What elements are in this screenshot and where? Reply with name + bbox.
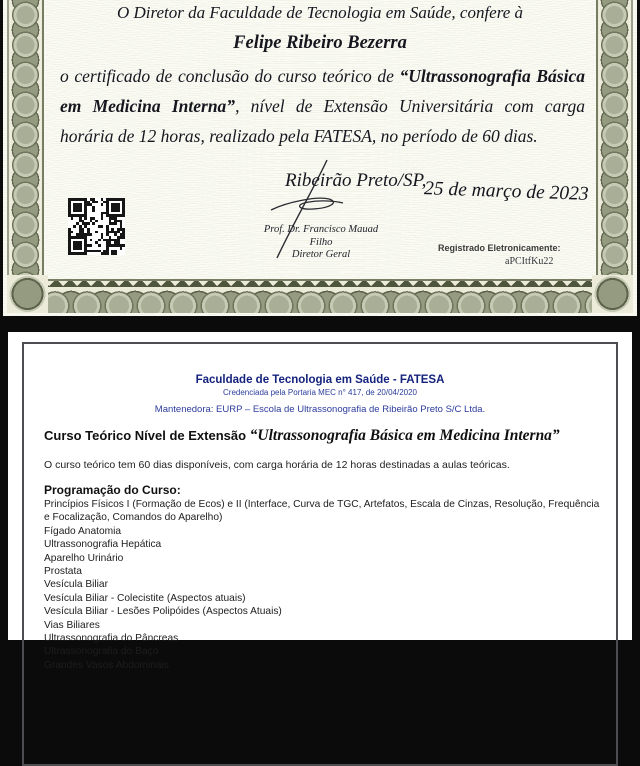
- program-list: [44, 498, 604, 672]
- registration-code: aPCItfKu22: [505, 256, 554, 267]
- program-item: Vias Biliares: [44, 619, 100, 631]
- course-summary: O curso teórico tem 60 dias disponíveis, com carga horária de 12 horas destinadas a aulas teóricas.: [44, 459, 510, 471]
- ornate-border-corner-right: [592, 275, 633, 313]
- certificate-body-post: , nível de Extensão Universitária com carga horária de 12 horas, realizado pela FATESA, no período de 60 dias.: [60, 96, 585, 146]
- signer-title: Diretor Geral: [291, 249, 351, 260]
- program-item: Ultrassonografia do Pâncreas: [44, 633, 179, 645]
- ornate-border-corner-left: [7, 275, 48, 313]
- page2-header: [8, 374, 632, 415]
- signer-block: [253, 224, 389, 262]
- certificate-content: [3, 0, 637, 316]
- program-item: Grandes Vasos Abdominais: [44, 659, 169, 671]
- qr-code-modules: [68, 198, 125, 255]
- certificate-page: [3, 0, 637, 316]
- institution-name: Faculdade de Tecnologia em Saúde - FATESA: [195, 374, 445, 386]
- date-line: 25 de março de 2023: [423, 178, 589, 205]
- course-heading: [44, 427, 604, 445]
- signer-name: Prof. Dr. Francisco Mauad Filho: [263, 224, 379, 248]
- program-item: Princípios Físicos I (Formação de Ecos) e II (Interface, Curva de TGC, Artefatos, Escala de Cinzas, Resolução, Frequência e Focalização, Comandos do Aparelho): [44, 499, 600, 524]
- program-item: Ultrassonografia Hepática: [44, 539, 162, 551]
- program-item: Vesícula Biliar: [44, 579, 108, 591]
- place-line: Ribeirão Preto/SP,: [285, 170, 427, 191]
- maintainer-line: Mantenedora: EURP – Escola de Ultrassonografia de Ribeirão Preto S/C Ltda.: [154, 404, 486, 415]
- recipient-name: Felipe Ribeiro Bezerra: [233, 33, 407, 53]
- program-item: Prostata: [44, 566, 82, 578]
- certificate-course-title: “Ultrassonografia Básica em Medicina Interna”: [60, 66, 585, 116]
- qr-code-icon: [68, 198, 125, 255]
- program-item: Vesícula Biliar - Lesões Polipóides (Aspectos Atuais): [44, 606, 282, 618]
- program-item: Vesícula Biliar - Colecistite (Aspectos atuais): [44, 592, 246, 604]
- certificate-intro-line: O Diretor da Faculdade de Tecnologia em Saúde, confere à: [116, 3, 524, 22]
- program-item: Aparelho Urinário: [44, 552, 124, 564]
- program-item: Fígado Anatomia: [44, 525, 122, 537]
- program-heading: Programação do Curso:: [44, 483, 181, 497]
- registered-label: Registrado Eletronicamente:: [438, 243, 561, 253]
- course-heading-title: “Ultrassonografia Básica em Medicina Interna”: [249, 427, 560, 444]
- course-heading-label: Curso Teórico Nível de Extensão: [44, 428, 250, 443]
- accreditation-line: Credenciada pela Portaria MEC n° 417, de 20/04/2020: [223, 388, 417, 397]
- program-item: Ultrassonografia do Baço: [44, 646, 159, 658]
- course-details-page: [8, 332, 632, 671]
- certificate-body-pre: o certificado de conclusão do curso teórico de: [60, 66, 400, 86]
- certificate-body: [60, 61, 585, 151]
